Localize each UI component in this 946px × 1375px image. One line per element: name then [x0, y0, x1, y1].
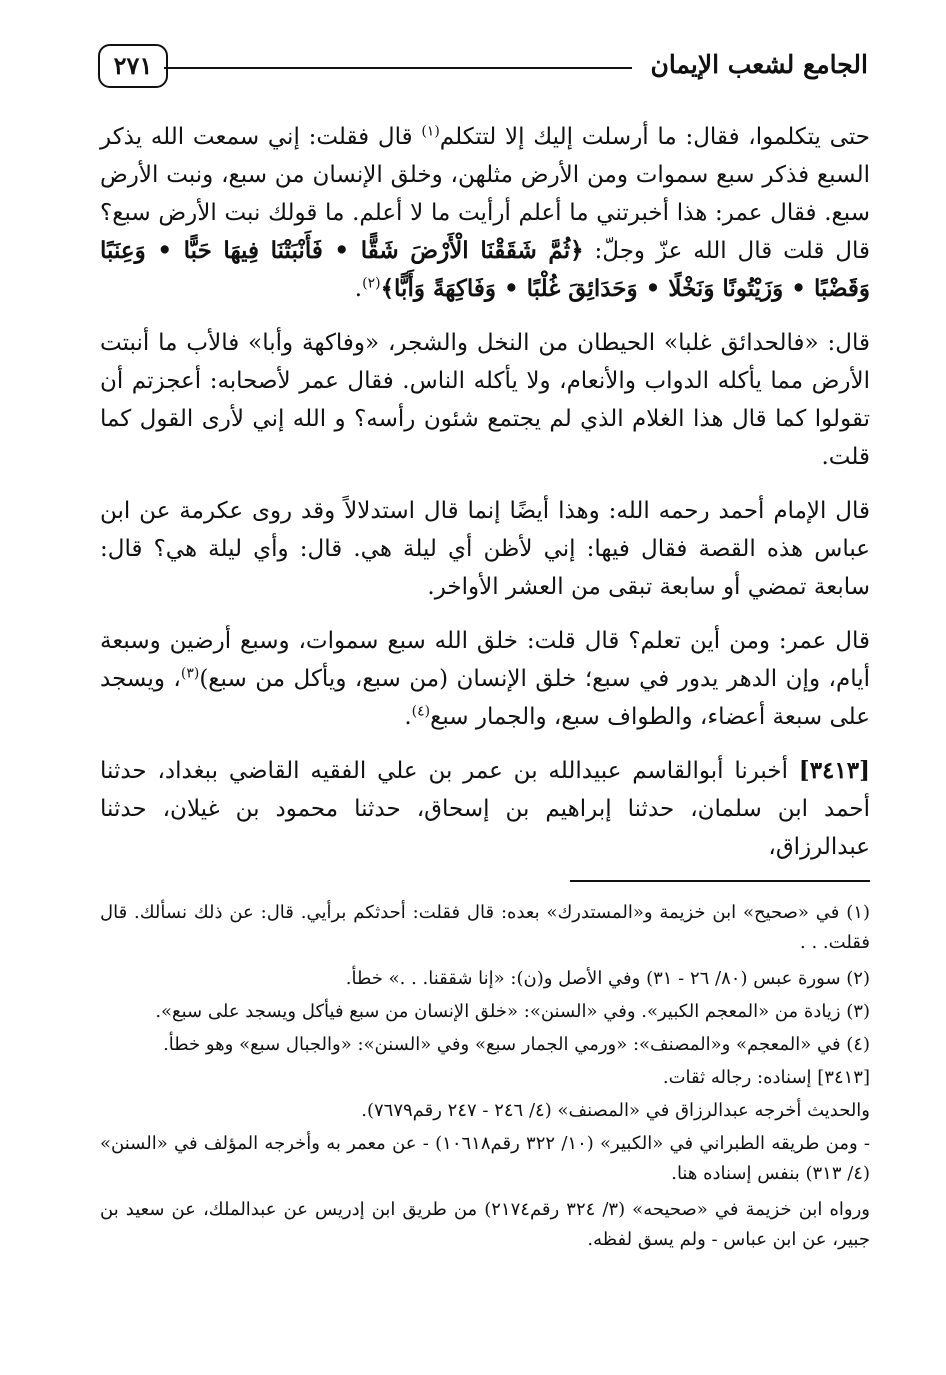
footnote-ref-3: (٣): [180, 665, 200, 682]
paragraph-5-text: أخبرنا أبوالقاسم عبيدالله بن عمر بن علي الفقيه القاضي ببغداد، حدثنا أحمد ابن سلمان، حدثنا إبراهيم بن إسحاق، حدثنا محمود بن غيلان، حدثنا عبدالرزاق،: [100, 758, 870, 860]
footnote-takhrij-2: - ومن طريقه الطبراني في «الكبير» (١٠/ ٣٢٢ رقم١٠٦١٨) - عن معمر به وأخرجه المؤلف في «السنن» (٤/ ٣١٣) بنفس إسناده هنا.: [100, 1133, 870, 1184]
quran-verse: ﴿ثُمَّ شَقَقْنَا الْأَرْضَ شَقًّا • فَأَنْبَتْنَا فِيهَا حَبًّا • وَعِنَبًا وَقَضْبًا • وَزَيْتُونًا وَنَخْلًا • وَحَدَائِقَ غُلْبًا • وَفَاكِهَةً وَأَبًّا﴾: [100, 237, 870, 302]
hadith-number: [٣٤١٣]: [798, 757, 870, 784]
paragraph-1: [100, 118, 870, 308]
page-number: ٢٧١: [98, 44, 168, 88]
paragraph-1-text-b: قال فقلت: إني سمعت الله يذكر السبع فذكر سبع سموات ومن الأرض مثلهن، وخلق الإنسان من سبع، ونبت الأرض سبع. فقال عمر: هذا أخبرتني ما أعلم أرأيت ما لا أعلم. ما قولك نبت الأرض سبع؟ قال قلت قال الله عزّ وجلّ:: [100, 124, 870, 264]
paragraph-4: [100, 622, 870, 736]
footnote-2: (٢) سورة عبس (٨٠/ ٢٦ - ٣١) وفي الأصل و(ن): «إنا شققنا. . .» خطأ.: [345, 968, 870, 989]
page-header: [98, 44, 868, 100]
footnotes: [100, 898, 870, 1258]
footnote-ref-4: (٤): [411, 703, 431, 720]
paragraph-3: قال الإمام أحمد رحمه الله: وهذا أيضًا إنما قال استدلالاً وقد روى عكرمة عن ابن عباس هذه القصة فقال فيها: إني لأظن أي ليلة هي. قال: وأي ليلة هي؟ قال: سابعة تمضي أو سابعة تبقى من العشر الأواخر.: [100, 498, 870, 600]
paragraph-5: [100, 752, 870, 866]
main-text: [100, 118, 870, 878]
footnote-ref-2: (٢): [362, 275, 381, 292]
footnote-ref-1: (١): [421, 123, 440, 140]
footnote-4: (٤) في «المعجم» و«المصنف»: «ورمي الجمار سبع» وفي «السنن»: «والجبال سبع» وهو خطأ.: [163, 1034, 870, 1055]
running-title: الجامع لشعب الإيمان: [650, 50, 868, 79]
paragraph-4-end: .: [404, 704, 412, 730]
footnote-takhrij-1: والحديث أخرجه عبدالرزاق في «المصنف» (٤/ ٢٤٦ - ٢٤٧ رقم٧٦٧٩).: [361, 1100, 870, 1121]
paragraph-4-text-b: ، ويسجد على سبعة أعضاء، والطواف سبع، والجمار سبع: [100, 666, 870, 730]
footnote-isnad: [٣٤١٣] إسناده: رجاله ثقات.: [662, 1067, 870, 1088]
paragraph-4-text-a: قال عمر: ومن أين تعلم؟ قال قلت: خلق الله سبع سموات، وسبع أرضين وسبعة أيام، وإن الدهر يدور في سبع؛ خلق الإنسان (من سبع، ويأكل من سبع): [100, 628, 870, 692]
footnote-3: (٣) زيادة من «المعجم الكبير». وفي «السنن»: «خلق الإنسان من سبع فيأكل ويسجد على سبع».: [155, 1001, 870, 1022]
footnote-1: (١) في «صحيح» ابن خزيمة و«المستدرك» بعده: قال فقلت: أحدثكم برأيي. قال: عن ذلك نسألك. قال فقلت. . .: [100, 902, 870, 953]
paragraph-2: قال: «فالحدائق غلبا» الحيطان من النخل والشجر، «وفاكهة وأبا» فالأب ما أنبتت الأرض مما يأكله الدواب والأنعام، ولا يأكله الناس. فقال عمر لأصحابه: أعجزتم أن تقولوا كما قال هذا الغلام الذي لم يجتمع شئون رأسه؟ و الله إني لأرى القول كما قلت.: [100, 330, 870, 470]
header-rule: [164, 67, 632, 69]
paragraph-1-text-a: حتى يتكلموا، فقال: ما أرسلت إليك إلا لتتكلم: [439, 124, 870, 150]
footnote-takhrij-3: ورواه ابن خزيمة في «صحيحه» (٣/ ٣٢٤ رقم٢١٧٤) من طريق ابن إدريس عن عبدالملك، عن سعيد بن جبير، عن ابن عباس - ولم يسق لفظه.: [100, 1199, 870, 1250]
footnote-rule: [570, 880, 870, 882]
paragraph-1-end: .: [354, 276, 363, 302]
